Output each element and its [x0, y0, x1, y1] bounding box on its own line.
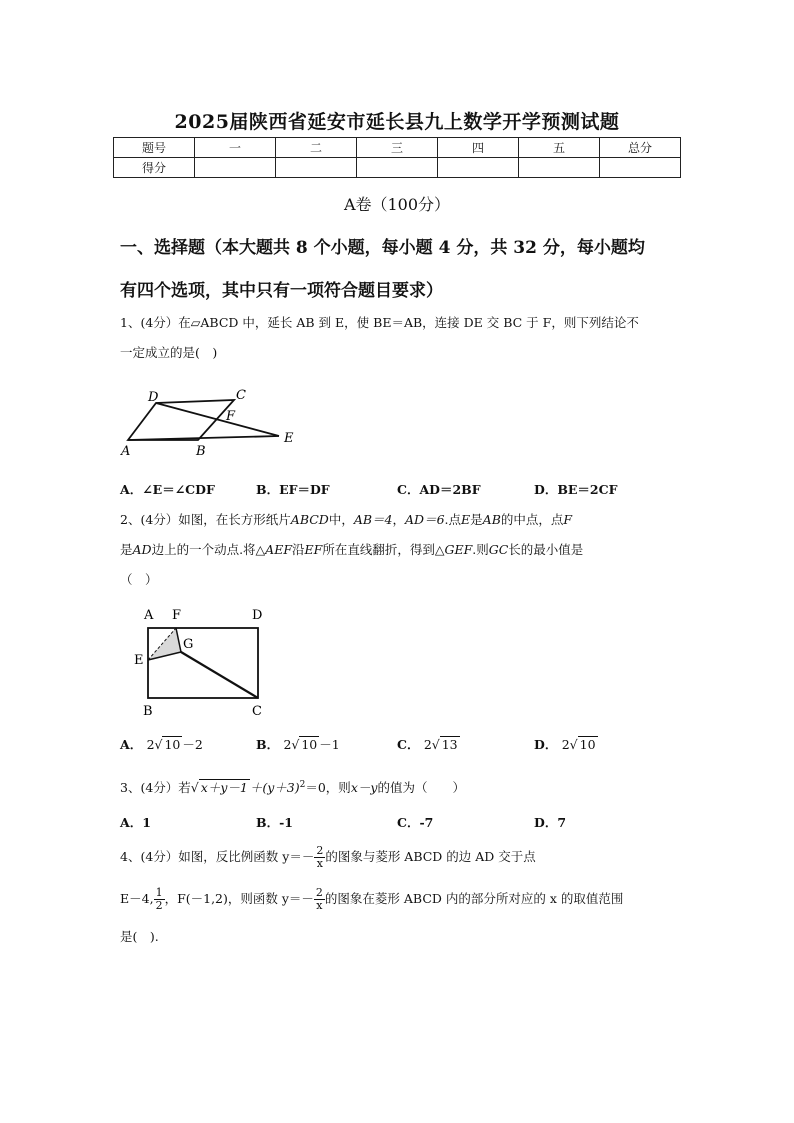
question-2-line: 2、(4分）如图，在长方形纸片ABCD中，AB＝4，AD＝6.点E是AB的中点，点F [120, 512, 573, 527]
score-table-cell: 四 [438, 138, 519, 158]
figure-label: C [252, 704, 262, 719]
question-3: 3、(4分）若√ $x+y-1 +(y+3)^2=0$，则x－y的值为（ ） [120, 780, 465, 796]
option[interactable]: A．1 [120, 815, 151, 830]
option[interactable]: C．-7 [397, 815, 434, 830]
question-1-figure [116, 384, 306, 460]
figure-label: C [236, 388, 246, 403]
figure-label: E [134, 653, 144, 668]
option[interactable]: C． 2√ 13 [397, 737, 458, 752]
question-1 [120, 308, 680, 368]
section-heading [120, 227, 680, 313]
question-4-line: 是( ). [120, 929, 159, 944]
score-table [113, 137, 681, 178]
option[interactable]: A．∠E＝∠CDF [120, 482, 215, 497]
score-table-cell: 总分 [600, 138, 681, 158]
option[interactable]: B．EF＝DF [256, 482, 330, 497]
score-table-cell: 三 [357, 138, 438, 158]
score-table-cell: 五 [519, 138, 600, 158]
question-2-line: （ ） [120, 572, 158, 587]
score-table-score-row [114, 158, 681, 178]
figure-label: D [252, 608, 263, 623]
score-table-cell: 二 [276, 138, 357, 158]
option[interactable]: B． 2√ 10 －1 [256, 737, 340, 752]
section-heading-line: 一、选择题（本大题共 8 个小题，每小题 4 分，共 32 分，每小题均 [120, 238, 645, 258]
score-input-cell[interactable] [600, 158, 681, 178]
section-subtitle: A卷（100分） [343, 195, 451, 214]
figure-label: B [196, 444, 206, 459]
option[interactable]: D． 2√ 10 [534, 737, 596, 752]
figure-label: A [121, 444, 131, 459]
figure-label: F [172, 608, 182, 623]
question-2 [120, 505, 680, 595]
score-table-cell: 一 [195, 138, 276, 158]
figure-label: B [143, 704, 153, 719]
option[interactable]: C．AD＝2BF [397, 482, 481, 497]
option[interactable]: D．BE＝2CF [534, 482, 618, 497]
figure-label: D [148, 390, 159, 405]
question-4-line: 4、(4分）如图，反比例函数 y＝－ $\frac{2}{x}$ 的图象与菱形 ABCD 的边 AD 交于点 [120, 844, 536, 870]
page-title: 2025届陕西省延安市延长县九上数学开学预测试题 [174, 111, 620, 133]
option[interactable]: D．7 [534, 815, 567, 830]
score-input-cell[interactable] [276, 158, 357, 178]
score-input-cell[interactable] [519, 158, 600, 178]
score-input-cell[interactable] [195, 158, 276, 178]
figure-label: A [144, 608, 154, 623]
score-input-cell[interactable] [438, 158, 519, 178]
question-2-figure [130, 604, 280, 720]
question-1-line: 1、(4分）在▱ABCD 中，延长 AB 到 E，使 BE＝AB，连接 DE 交 BC 于 F，则下列结论不 [120, 315, 639, 330]
score-table-cell: 得分 [114, 158, 195, 178]
section-heading-line: 有四个选项，其中只有一项符合题目要求） [120, 281, 443, 301]
score-table-cell: 题号 [114, 138, 195, 158]
score-input-cell[interactable] [357, 158, 438, 178]
question-2-line: 是AD边上的一个动点.将△AEF沿EF所在直线翻折，得到△GEF.则GC长的最小值是 [120, 542, 584, 557]
figure-label: G [183, 637, 194, 652]
question-1-line: 一定成立的是( ) [120, 345, 218, 360]
score-table-header-row [114, 138, 681, 158]
option[interactable]: B．-1 [256, 815, 293, 830]
figure-label: E [284, 431, 294, 446]
figure-label: F [226, 409, 236, 424]
question-4-line: E－4, $\frac{1}{2}$ ，F(－1,2)，则函数 y＝－ $\frac{2}{x}$ 的图象在菱形 ABCD 内的部分所对应的 x 的取值范围 [120, 886, 624, 912]
option[interactable]: A． 2√ 10 －2 [120, 737, 203, 752]
